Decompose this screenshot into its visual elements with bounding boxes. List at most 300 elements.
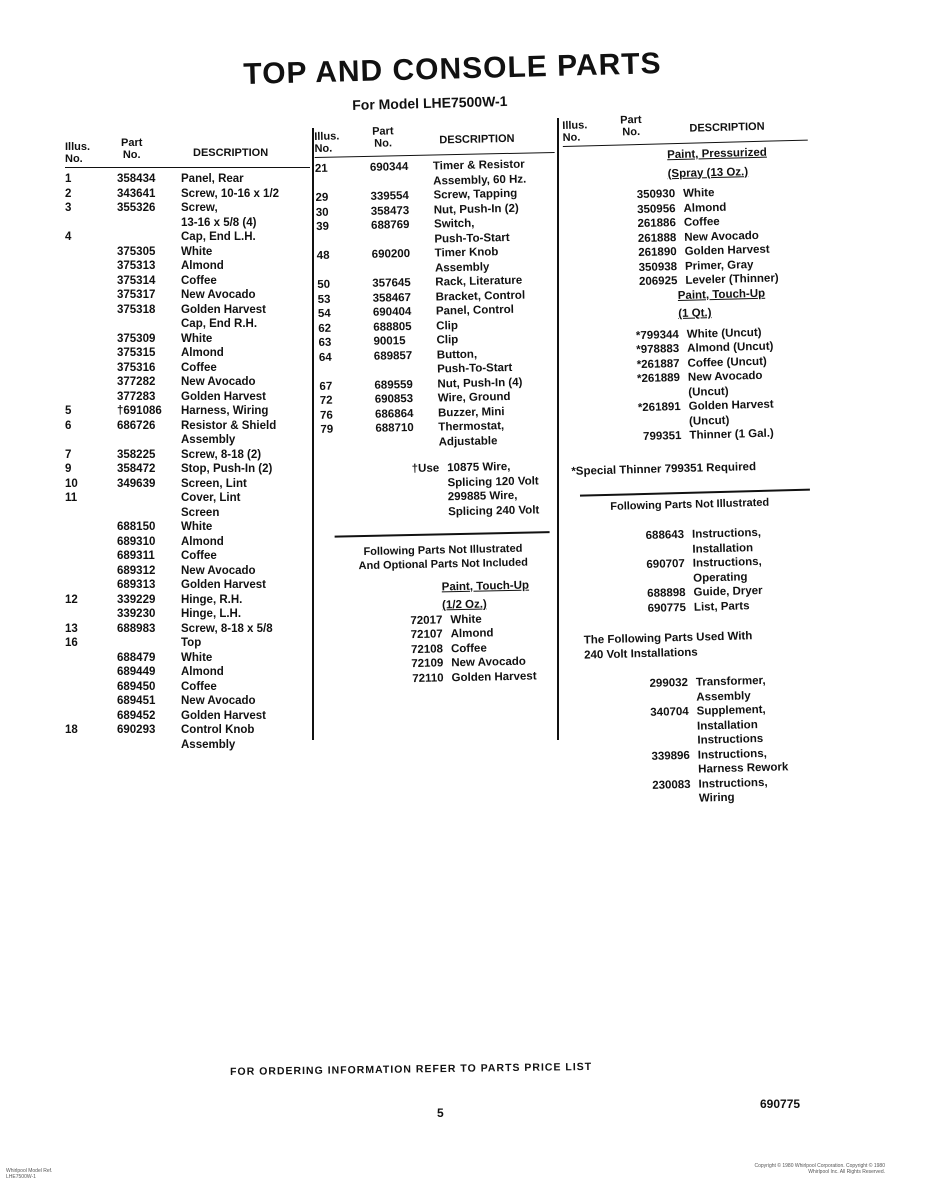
parts-column-2	[314, 120, 566, 688]
part-number: 375305	[117, 245, 156, 258]
table-row	[65, 535, 310, 550]
part-number: 689449	[117, 666, 156, 678]
ordering-info-footer: FOR ORDERING INFORMATION REFER TO PARTS PRICE LIST	[230, 1060, 593, 1078]
table-row	[65, 738, 310, 753]
table-row	[65, 419, 310, 434]
illus-number: 2	[65, 187, 72, 200]
part-number: 375314	[117, 274, 156, 287]
part-number: 339229	[117, 593, 156, 606]
table-row	[65, 477, 310, 492]
part-number: 690293	[117, 724, 156, 736]
illus-number	[65, 259, 117, 274]
parts-list	[315, 157, 561, 452]
part-number: 375309	[117, 332, 156, 345]
illus-number: 48	[316, 249, 330, 262]
part-number: 689310	[117, 535, 156, 548]
part-description: New Avocado	[181, 376, 256, 388]
table-row	[65, 433, 310, 448]
part-description: Control Knob	[181, 724, 255, 736]
part-description: Primer, Gray	[684, 258, 754, 273]
part-description: Assembly	[434, 260, 490, 274]
table-row	[65, 172, 310, 187]
part-number: 358472	[117, 463, 156, 475]
illus-number: 64	[318, 351, 332, 364]
part-description: Golden Harvest	[181, 303, 266, 316]
illus-number	[65, 361, 117, 376]
part-number	[117, 491, 181, 506]
table-row	[65, 564, 310, 579]
part-number	[370, 174, 433, 190]
table-row	[65, 520, 310, 535]
illus-number: 67	[319, 380, 333, 393]
part-number: 230083	[652, 778, 691, 792]
part-number: 690775	[647, 601, 687, 615]
table-row	[65, 651, 310, 666]
part-number: 377283	[117, 390, 156, 403]
part-description: White	[181, 521, 213, 533]
part-description: Almond	[181, 260, 224, 272]
part-description: Hinge, L.H.	[181, 608, 242, 620]
part-number: *261891	[637, 400, 681, 415]
table-row	[65, 680, 310, 695]
part-number: 261890	[638, 246, 677, 260]
illus-number	[321, 436, 376, 452]
illus-number	[65, 506, 117, 521]
part-description: Wire, Ground	[437, 390, 511, 405]
part-number: 689451	[117, 695, 156, 707]
part-number: 375315	[117, 347, 156, 359]
part-number: 690200	[371, 248, 411, 261]
part-description: Switch,	[433, 217, 475, 231]
part-number: 689857	[373, 349, 413, 363]
paint-list	[324, 610, 565, 688]
part-description: Clip	[436, 334, 459, 347]
part-description: New Avocado	[181, 564, 256, 577]
illus-number: 29	[315, 191, 329, 204]
illus-number	[65, 680, 117, 695]
part-number: 689312	[117, 564, 156, 577]
illus-number: 13	[65, 622, 78, 635]
table-row	[65, 593, 310, 608]
part-number: *261887	[636, 357, 680, 371]
table-row	[65, 404, 310, 419]
part-description: Thermostat,	[438, 420, 505, 434]
part-number: 375317	[117, 289, 156, 301]
part-description: Almond	[450, 627, 494, 641]
table-row	[65, 665, 310, 680]
illus-number	[315, 175, 370, 191]
part-description: Clip	[436, 319, 459, 332]
part-description: Instructions,	[692, 555, 762, 570]
illus-number	[65, 665, 117, 680]
part-number: 375313	[117, 260, 156, 272]
part-description: Screw, Tapping	[433, 187, 518, 202]
table-row	[65, 288, 310, 303]
part-number: 72110	[412, 671, 444, 685]
part-number: 690404	[372, 306, 412, 319]
part-number: 358225	[117, 448, 156, 461]
model-subtitle: For Model LHE7500W-1	[352, 92, 508, 113]
part-description: Instructions,	[698, 776, 768, 791]
part-number	[117, 230, 181, 245]
illus-number	[65, 738, 117, 753]
part-number: 358473	[370, 204, 410, 218]
part-description: New Avocado	[687, 369, 763, 384]
part-number: 90015	[373, 335, 406, 348]
illus-number: 1	[65, 173, 72, 185]
part-number: 350938	[638, 260, 678, 274]
part-number	[117, 636, 181, 651]
part-number: 206925	[638, 275, 678, 289]
column-header: Illus. No. Part No. DESCRIPTION	[562, 108, 808, 147]
part-number: 72017	[410, 613, 443, 627]
document-number: 690775	[760, 1097, 801, 1111]
table-row	[65, 303, 310, 318]
part-number: †691086	[117, 405, 162, 417]
part-description: Coffee	[181, 550, 217, 562]
part-description: Installation	[692, 541, 754, 556]
part-description: New Avocado	[451, 655, 526, 670]
illus-number	[65, 433, 117, 448]
part-number: 377282	[117, 376, 156, 388]
part-description: New Avocado	[684, 229, 759, 244]
part-description: White	[181, 651, 213, 664]
table-row	[65, 578, 310, 593]
part-number: 339230	[117, 608, 156, 620]
part-number: 261888	[637, 231, 677, 245]
paint-touch-up-heading: Paint, Touch-Up (1/2 Oz.)	[441, 579, 530, 612]
part-description: Cap, End R.H.	[181, 318, 258, 330]
part-number: 375318	[117, 303, 156, 316]
part-number: 350956	[636, 202, 676, 216]
paint-list	[568, 324, 816, 446]
illus-number	[65, 709, 117, 724]
part-description: Golden Harvest	[181, 390, 266, 403]
illus-number: 62	[318, 322, 332, 335]
illus-number: 39	[316, 220, 330, 233]
part-description: Assembly	[181, 434, 236, 446]
part-number: 339554	[370, 190, 410, 203]
part-number: 375316	[117, 361, 156, 374]
part-description: Coffee	[450, 641, 487, 655]
column-header: Illus. No. Part No. DESCRIPTION	[65, 135, 310, 168]
part-description: Instructions,	[697, 747, 767, 762]
part-number: *261889	[636, 372, 681, 386]
part-description: Screen, Lint	[181, 477, 247, 490]
part-description: Harness Rework	[698, 761, 789, 776]
part-number: 72107	[410, 628, 443, 642]
part-description: Button,	[436, 348, 478, 361]
illus-number	[65, 390, 117, 405]
illus-number: 50	[317, 278, 331, 291]
part-description: 13-16 x 5/8 (4)	[181, 216, 257, 229]
illus-number	[65, 520, 117, 535]
part-number: 689313	[117, 579, 156, 591]
part-description: Top	[181, 637, 202, 649]
part-description: Nut, Push-In (4)	[437, 376, 523, 390]
parts-list	[65, 172, 310, 752]
part-description: Coffee (Uncut)	[687, 355, 767, 370]
part-number: 350930	[636, 188, 676, 202]
part-description: Timer & Resistor	[432, 158, 525, 173]
part-description: Instructions	[697, 732, 764, 747]
illus-number	[65, 245, 117, 260]
table-row	[65, 361, 310, 376]
illus-number	[65, 535, 117, 550]
part-description: Installation	[696, 718, 758, 733]
paint-list	[564, 184, 812, 292]
part-number	[376, 435, 439, 451]
following-parts-note: Following Parts Not Illustrated	[610, 496, 770, 513]
illus-number	[65, 549, 117, 564]
part-description: Rack, Literature	[435, 274, 523, 289]
part-number: 688805	[373, 320, 412, 334]
part-description: Golden Harvest	[451, 669, 537, 684]
part-description: Screw, 10-16 x 1/2	[181, 187, 280, 200]
table-row	[65, 694, 310, 709]
column-header: Illus. No. Part No. DESCRIPTION	[314, 120, 555, 158]
part-number	[117, 738, 181, 753]
illus-number	[65, 346, 117, 361]
part-number: 688150	[117, 521, 156, 533]
special-thinner-note: *Special Thinner 799351 Required	[571, 460, 757, 478]
table-row	[65, 201, 310, 216]
part-description: Nut, Push-In (2)	[433, 202, 519, 217]
part-number: *799344	[635, 328, 679, 342]
part-description: Screw, 8-18 (2)	[181, 448, 262, 461]
page-title: TOP AND CONSOLE PARTS	[243, 47, 662, 91]
illus-number	[65, 564, 117, 579]
table-row	[65, 709, 310, 724]
part-description: (Uncut)	[688, 385, 729, 399]
illus-number	[65, 375, 117, 390]
illus-number: 18	[65, 724, 78, 736]
part-number	[625, 792, 699, 808]
part-description: Thinner (1 Gal.)	[689, 427, 774, 442]
part-description: Panel, Rear	[181, 173, 244, 185]
illus-number: 11	[65, 492, 78, 504]
table-row	[65, 506, 310, 521]
part-number: 261886	[637, 217, 677, 231]
part-number: 355326	[117, 202, 156, 214]
illus-number	[317, 262, 372, 278]
table-row	[65, 274, 310, 289]
table-row	[65, 636, 310, 651]
paint-pressurized-heading: Paint, Pressurized (Spray (13 Oz.)	[666, 146, 767, 180]
part-number: 72108	[410, 642, 444, 656]
part-description: Coffee	[181, 274, 217, 287]
part-description: Cap, End L.H.	[181, 231, 256, 243]
table-row	[65, 332, 310, 347]
table-row	[65, 549, 310, 564]
illus-number: 12	[65, 593, 78, 606]
illus-number: 9	[65, 463, 72, 475]
part-description: Screen	[181, 506, 220, 519]
part-description: Timer Knob	[434, 246, 499, 260]
table-row	[65, 375, 310, 390]
part-number	[371, 232, 434, 248]
illus-number	[65, 274, 117, 289]
part-number: 686726	[117, 419, 156, 432]
part-description: Coffee	[683, 215, 720, 229]
illus-number: 16	[65, 637, 78, 649]
part-description: Coffee	[181, 361, 217, 374]
part-number: 357645	[372, 277, 411, 290]
part-description: Push-To-Start	[434, 231, 510, 246]
illus-number	[65, 317, 117, 332]
part-description: New Avocado	[181, 695, 256, 707]
illus-number: 72	[319, 394, 333, 407]
table-row	[65, 346, 310, 361]
part-description: Golden Harvest	[684, 243, 770, 258]
part-number: 349639	[117, 477, 156, 490]
part-description: Push-To-Start	[437, 361, 513, 376]
part-description: Hinge, R.H.	[181, 593, 243, 606]
part-description: Instructions,	[691, 526, 762, 541]
illus-number: 54	[317, 307, 331, 320]
part-description: Cover, Lint	[181, 492, 241, 504]
part-number: 299032	[649, 676, 689, 690]
table-row	[65, 607, 310, 622]
use-note: †Use 10875 Wire, Splicing 120 Volt 299885 Wire, Splicing 240 Volt	[411, 460, 540, 518]
illus-number: 21	[314, 162, 328, 175]
part-description: Almond (Uncut)	[687, 340, 774, 355]
part-description: Screw,	[181, 202, 218, 214]
parts-list	[577, 672, 825, 809]
part-number	[117, 506, 181, 521]
divider	[335, 531, 550, 537]
part-description: Almond	[181, 347, 224, 359]
illus-number: 30	[315, 206, 329, 219]
illus-number: 5	[65, 405, 72, 417]
part-number: 72109	[411, 657, 444, 671]
part-number: 358467	[372, 291, 412, 305]
table-row	[65, 317, 310, 332]
parts-column-1	[65, 135, 310, 752]
parts-column-3	[562, 108, 825, 810]
part-description: White (Uncut)	[686, 326, 762, 341]
part-description: Guide, Dryer	[693, 584, 763, 599]
part-description: White	[181, 245, 213, 258]
part-number	[372, 261, 435, 277]
part-number: 799351	[642, 429, 682, 443]
part-number: 688643	[645, 528, 685, 542]
illus-number: 63	[318, 336, 332, 349]
part-number: 689559	[374, 378, 413, 392]
illus-number	[65, 332, 117, 347]
table-row	[65, 216, 310, 231]
part-description: Operating	[693, 570, 748, 585]
part-description: Resistor & Shield	[181, 419, 277, 432]
part-number: 358434	[117, 173, 156, 185]
part-description: Golden Harvest	[181, 709, 266, 722]
part-description: Almond	[181, 535, 224, 548]
part-number: 689450	[117, 680, 156, 693]
table-row	[65, 462, 310, 477]
part-number: 688710	[375, 421, 414, 435]
part-description: Screw, 8-18 x 5/8	[181, 622, 273, 635]
part-description: White	[181, 332, 213, 345]
illus-number: 7	[65, 448, 72, 461]
part-description: Assembly, 60 Hz.	[433, 173, 527, 188]
part-description: Supplement,	[696, 703, 766, 718]
table-row	[65, 390, 310, 405]
table-row	[65, 230, 310, 245]
illus-number	[316, 233, 371, 249]
table-row	[65, 448, 310, 463]
illus-number	[65, 303, 117, 318]
part-number: 688898	[647, 586, 686, 600]
table-row	[65, 259, 310, 274]
part-description: Harness, Wiring	[181, 405, 269, 417]
table-row	[65, 622, 310, 637]
part-description: Assembly	[181, 738, 236, 751]
illus-number	[65, 651, 117, 666]
part-number: 686864	[374, 407, 414, 421]
part-number: 690344	[369, 161, 409, 174]
illus-number: 79	[320, 423, 334, 436]
illus-number	[65, 578, 117, 593]
part-number: 688769	[370, 219, 410, 232]
part-description: Bracket, Control	[435, 289, 526, 303]
part-number: 690853	[374, 392, 414, 406]
part-description: Adjustable	[438, 434, 498, 448]
paint-touch-up-heading: Paint, Touch-Up (1 Qt.)	[677, 287, 766, 321]
part-description: (Uncut)	[688, 414, 730, 428]
part-number: 340704	[650, 705, 689, 719]
part-number: 688479	[117, 651, 156, 664]
part-description: New Avocado	[181, 289, 256, 301]
fine-print-left: Whirlpool Model Ref. LHE7500W-1	[6, 1168, 53, 1180]
illus-number	[65, 607, 117, 622]
table-row	[65, 245, 310, 260]
part-description: White	[450, 613, 482, 626]
part-description: Assembly	[696, 689, 751, 704]
part-description: White	[682, 187, 715, 200]
part-number: 690707	[646, 557, 685, 571]
240-volt-heading: The Following Parts Used With 240 Volt Installations	[583, 630, 753, 662]
part-number	[117, 317, 181, 332]
part-number	[374, 362, 437, 378]
part-description: Wiring	[698, 791, 735, 805]
part-description: Transformer,	[695, 674, 766, 689]
part-number: 688983	[117, 622, 156, 635]
part-description: Leveler (Thinner)	[685, 272, 779, 287]
part-number	[117, 433, 181, 448]
illus-number: 3	[65, 202, 72, 214]
part-number: 343641	[117, 187, 156, 200]
illus-number	[65, 288, 117, 303]
column-divider-1	[312, 128, 314, 740]
part-description: Coffee	[181, 680, 217, 693]
illus-number: 4	[65, 231, 72, 243]
part-description: List, Parts	[693, 599, 750, 614]
table-row	[65, 723, 310, 738]
part-description: Panel, Control	[435, 303, 514, 318]
parts-list	[573, 524, 820, 617]
part-number: 689452	[117, 709, 156, 722]
part-number: 339896	[651, 749, 690, 763]
table-row	[65, 491, 310, 506]
part-description: Almond	[181, 666, 224, 678]
page-number: 5	[437, 1106, 444, 1120]
illus-number: 6	[65, 419, 72, 432]
illus-number: 10	[65, 477, 78, 490]
part-description: Buzzer, Mini	[437, 405, 505, 419]
part-description: Almond	[683, 201, 727, 215]
part-number	[117, 216, 181, 231]
illus-number	[319, 364, 374, 380]
